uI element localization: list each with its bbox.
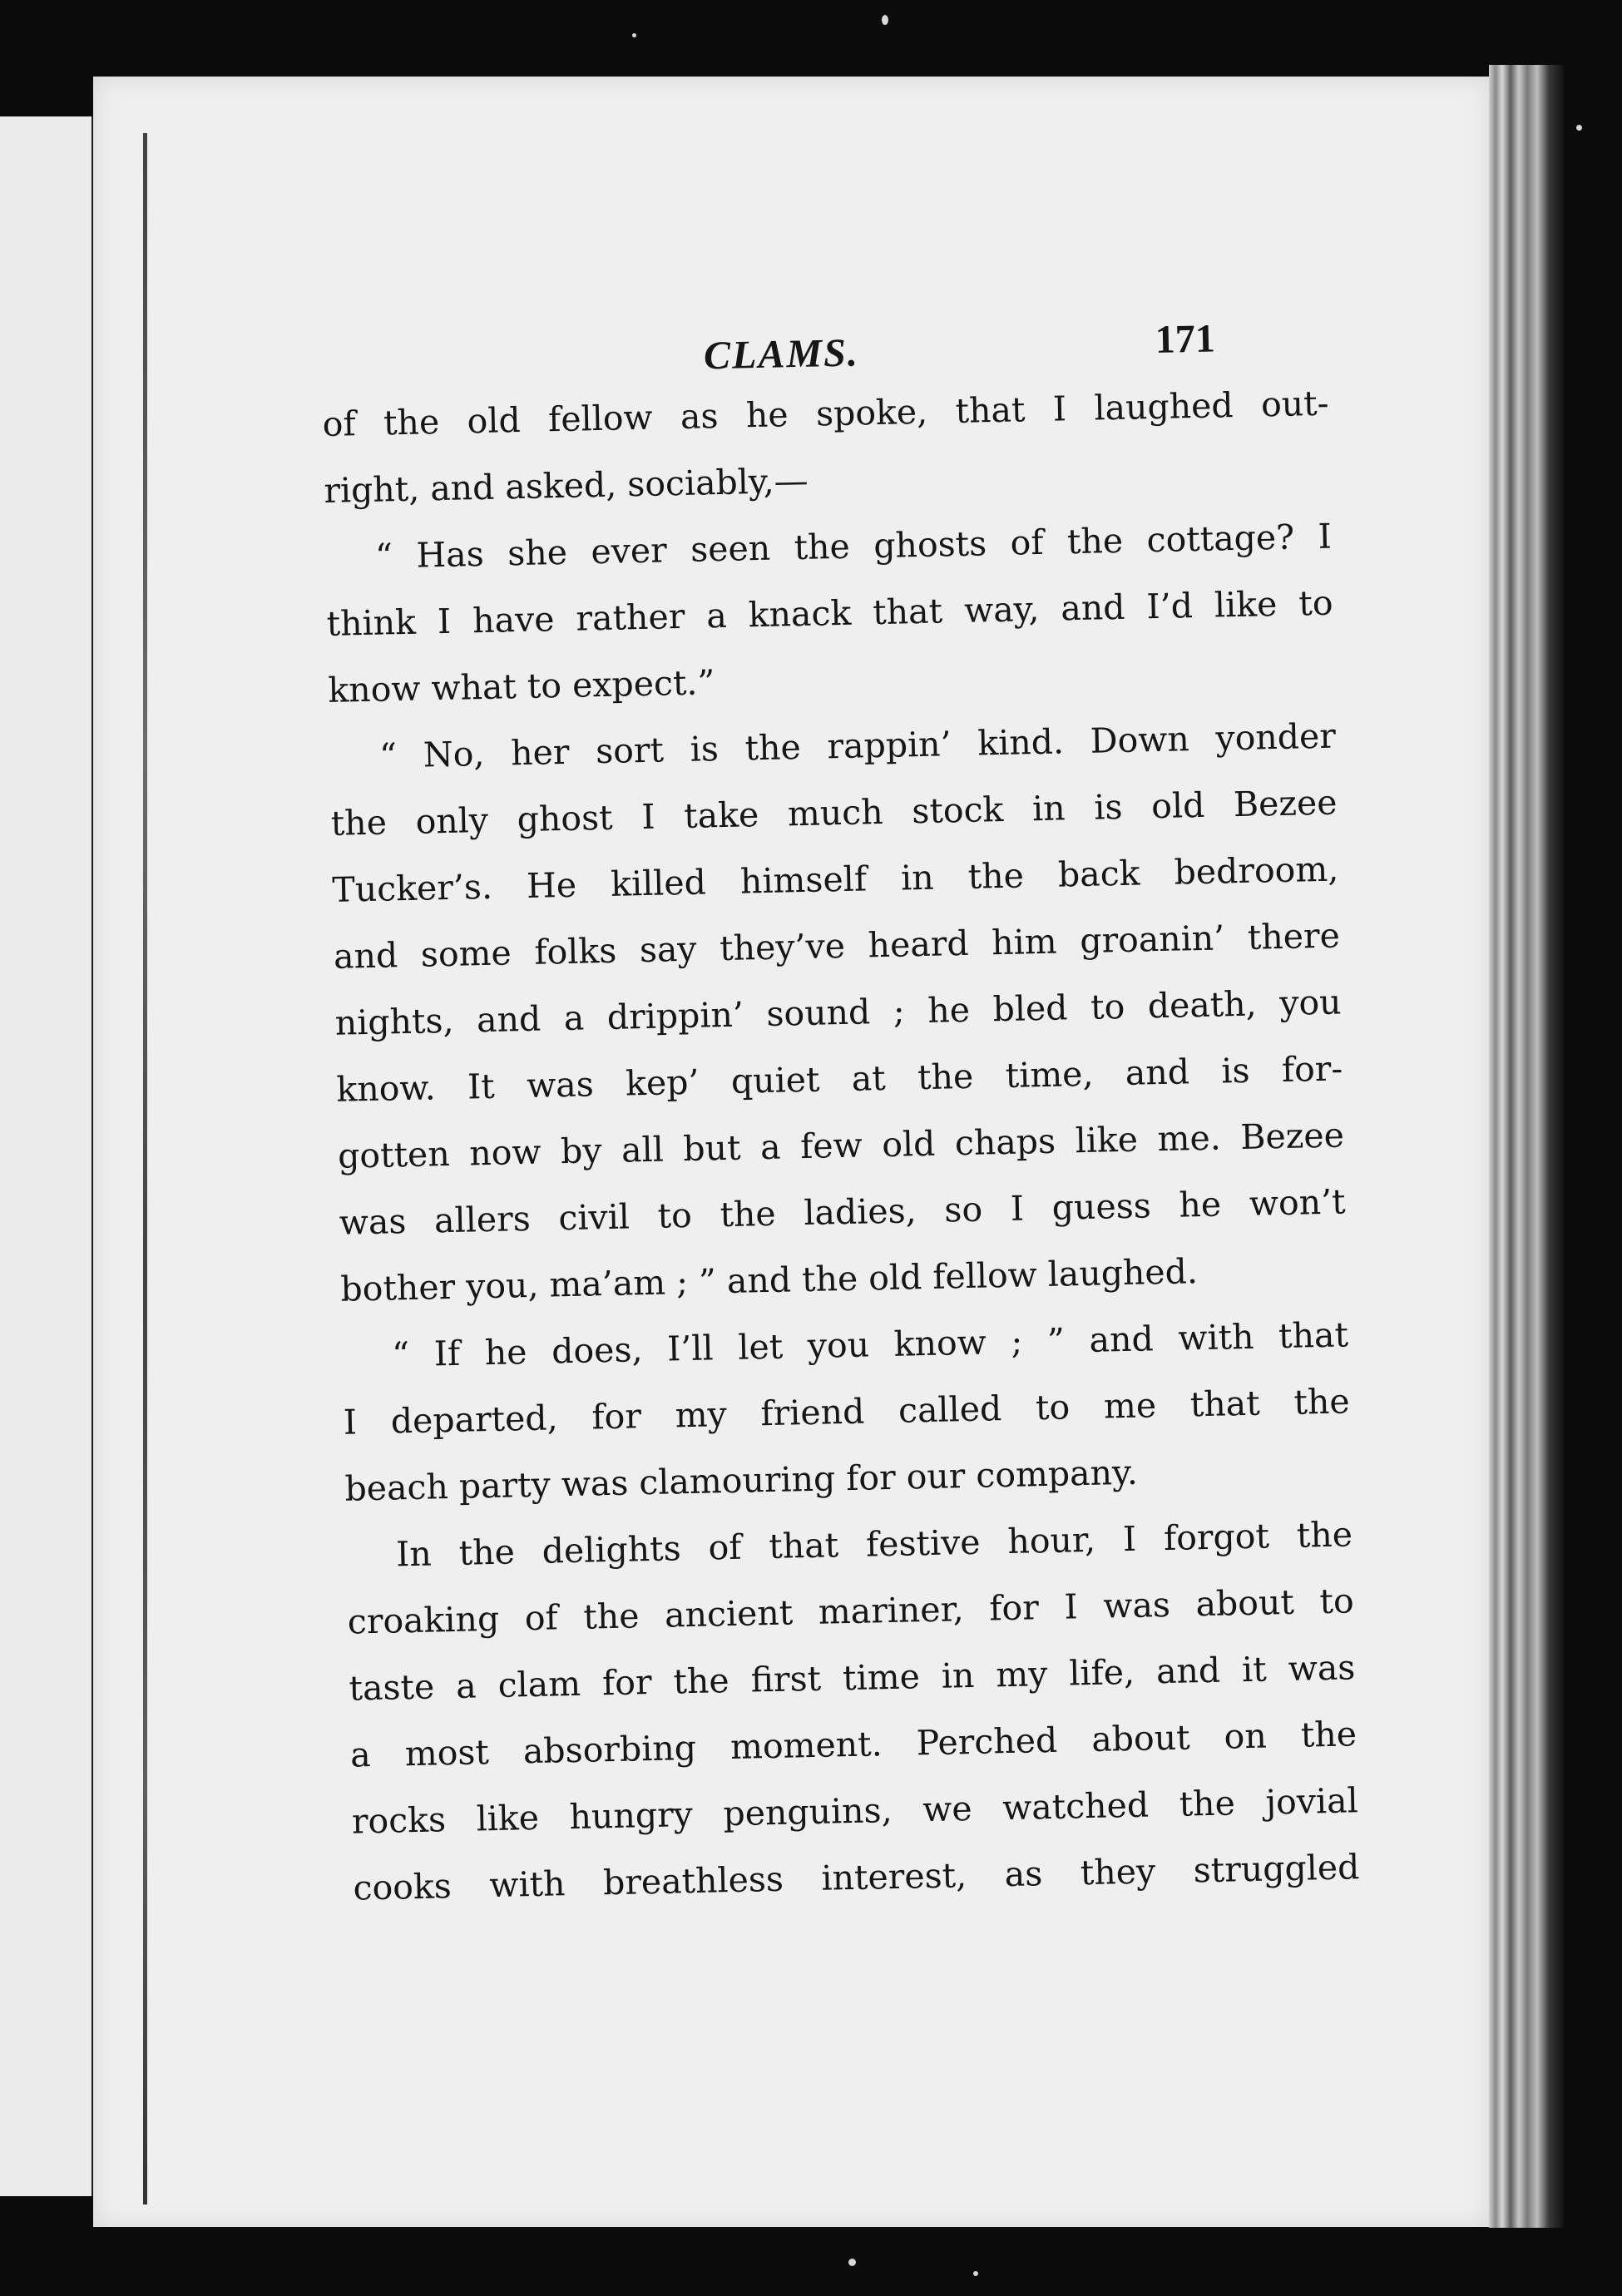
- text-line: “ Has she ever seen the ghosts of the cottage? I: [374, 516, 1333, 576]
- chapter-title: CLAMS.: [703, 330, 860, 379]
- text-line: “ No, her sort is the rappin’ kind. Down yonder: [378, 715, 1337, 776]
- text-line: know. It was kep’ quiet at the time, and is for-: [335, 1048, 1343, 1110]
- text-line: nights, and a drippin’ sound ; he bled to death, you: [334, 982, 1343, 1043]
- text-line: right, and asked, sociably,—: [323, 460, 809, 511]
- body-text: [322, 370, 1360, 1922]
- text-line: cooks with breathless interest, as they struggled: [353, 1847, 1360, 1908]
- text-line: rocks like hungry penguins, we watched the jovial: [351, 1780, 1359, 1842]
- text-line: a most absorbing moment. Perched about on the: [349, 1714, 1357, 1775]
- gutter-shadow: [143, 133, 147, 2204]
- text-line: In the delights of that festive hour, I forgot the: [395, 1514, 1353, 1575]
- text-line: know what to expect.”: [327, 662, 715, 710]
- page-stack-edge: [1489, 65, 1564, 2228]
- text-line: think I have rather a knack that way, and I’d like to: [326, 582, 1333, 644]
- text-line: “ If he does, I’ll let you know ; ” and with that: [391, 1314, 1349, 1375]
- text-line: beach party was clamouring for our company.: [344, 1452, 1139, 1509]
- text-line: of the old fellow as he spoke, that I laughed out-: [322, 383, 1329, 444]
- text-line: and some folks say they’ve heard him groanin’ there: [333, 915, 1341, 977]
- text-line: Tucker’s. He killed himself in the back bedroom,: [331, 849, 1339, 910]
- page-number: 171: [1155, 316, 1216, 362]
- page-text: [320, 295, 1360, 1922]
- text-line: gotten now by all but a few old chaps like me. Bezee: [337, 1115, 1345, 1176]
- text-line: croaking of the ancient mariner, for I was about to: [347, 1581, 1355, 1642]
- text-line: taste a clam for the first time in my life, and it was: [349, 1647, 1356, 1709]
- text-line: I departed, for my friend called to me that the: [343, 1381, 1351, 1442]
- previous-page-edge: [0, 116, 95, 2196]
- text-line: the only ghost I take much stock in is old Bezee: [330, 782, 1338, 844]
- text-line: bother you, ma’am ; ” and the old fellow laughed.: [340, 1251, 1199, 1309]
- text-line: was allers civil to the ladies, so I guess he won’t: [339, 1181, 1347, 1243]
